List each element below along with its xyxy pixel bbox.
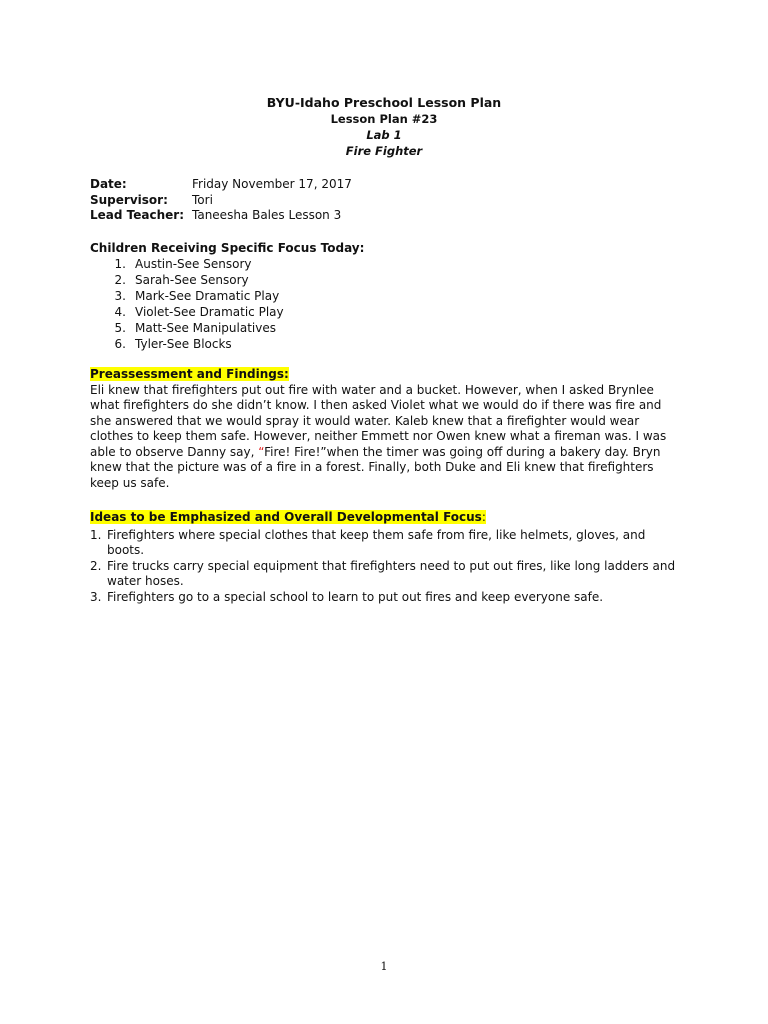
focus-list [90,256,364,352]
preassessment-section [90,367,678,491]
ideas-heading: Ideas to be Emphasized and Overall Developmental Focus [90,510,482,524]
list-number: 2. [90,558,102,573]
list-text: Fire trucks carry special equipment that firefighters need to put out fires, like long ladders and water hoses. [107,558,676,588]
document-header [0,94,768,159]
page-number: 1 [380,960,388,973]
list-number: 1. [114,257,126,271]
list-text: Firefighters go to a special school to learn to put out fires and keep everyone safe. [107,589,604,604]
focus-children-section [90,240,364,352]
list-item [90,272,364,288]
list-item [90,590,678,606]
list-text: Austin-See Sensory [135,257,252,271]
list-item [90,256,364,272]
list-number: 1. [90,527,102,542]
meta-key: Date: [90,177,127,191]
meta-row-lead-teacher [90,208,352,224]
preassessment-paragraph [90,383,678,492]
meta-value: Friday November 17, 2017 [192,177,352,191]
meta-row-date [90,177,352,193]
lesson-meta [90,177,352,224]
lab-label: Lab 1 [366,128,402,142]
preassessment-text-continued: when the timer was going off during a bakery day. Bryn knew that the picture was of a fire in a forest. Finally, both Duke and Eli knew that firefighters keep us safe. [90,444,661,490]
preassessment-text: Eli knew that firefighters put out fire with water and a bucket. However, when I asked Brynlee what firefighters do she didn’t know. I then asked Violet what we would do if there was fire and she answered that we would spray it would water. Kaleb knew that a firefighter would wear clothes to keep them safe. However, neither Emmett nor Owen knew what a fireman was. I was able to observe Danny say, [90,382,667,459]
preassessment-heading: Preassessment and Findings: [90,367,289,381]
list-item [90,559,678,590]
list-text: Tyler-See Blocks [135,337,232,351]
list-item [90,528,678,559]
meta-value: Tori [192,192,213,207]
list-text: Violet-See Dramatic Play [135,305,284,319]
list-number: 3. [114,289,126,303]
list-item [90,288,364,304]
list-number: 6. [114,337,126,351]
list-item [90,320,364,336]
meta-key: Lead Teacher: [90,208,184,222]
document-title: BYU-Idaho Preschool Lesson Plan [266,95,502,110]
meta-value: Taneesha Bales Lesson 3 [192,208,342,222]
list-number: 5. [114,321,126,335]
list-text: Firefighters where special clothes that keep them safe from fire, like helmets, gloves, and boots. [107,527,646,557]
list-item [90,336,364,352]
ideas-list [90,528,678,606]
meta-key: Supervisor: [90,192,168,207]
list-text: Mark-See Dramatic Play [135,289,280,303]
focus-heading: Children Receiving Specific Focus Today: [90,241,365,255]
list-number: 4. [114,305,126,319]
list-text: Sarah-See Sensory [135,273,249,287]
list-number: 2. [114,273,126,287]
quote-mark: “ [258,444,265,459]
ideas-section [90,510,678,605]
list-text: Matt-See Manipulatives [135,321,276,335]
lesson-plan-number: Lesson Plan #23 [330,112,438,126]
ideas-heading-colon: : [481,510,486,524]
lesson-topic: Fire Fighter [345,144,423,158]
list-item [90,304,364,320]
list-number: 3. [90,589,102,604]
quote-text: Fire! Fire!” [264,444,327,459]
meta-row-supervisor [90,193,352,209]
